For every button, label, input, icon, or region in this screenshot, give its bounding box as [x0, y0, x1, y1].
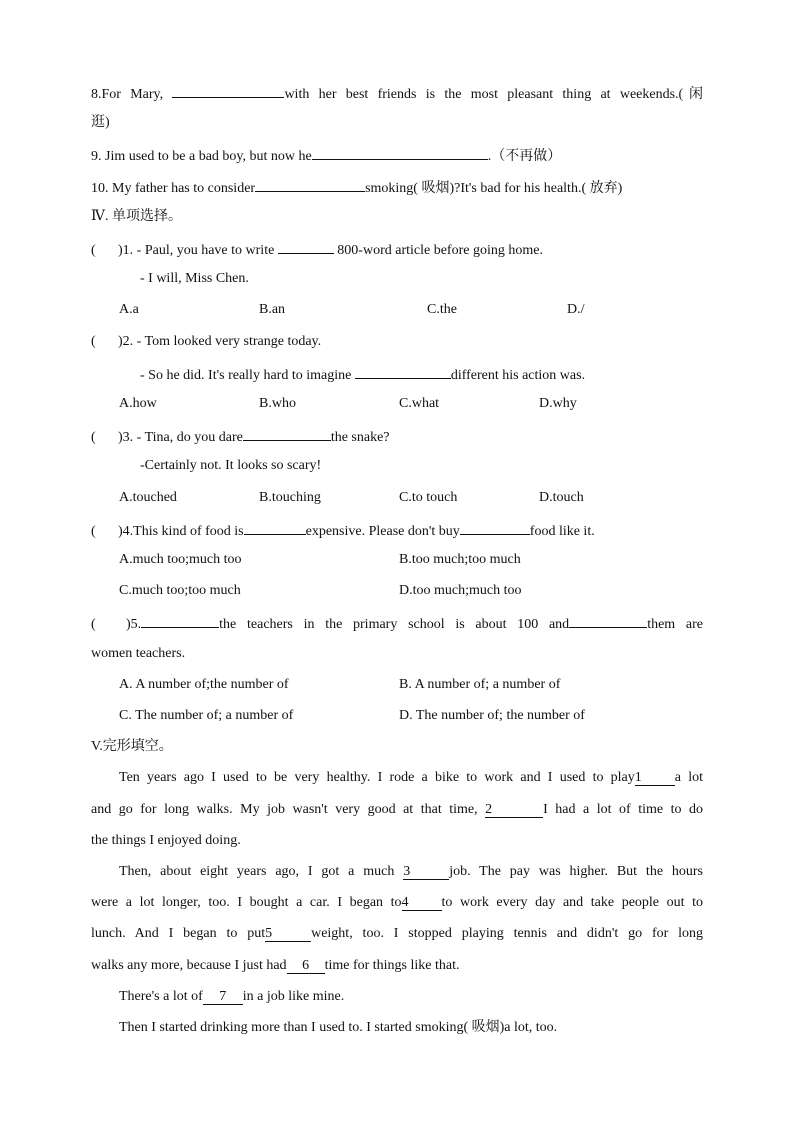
cloze-blank-3[interactable] — [403, 865, 449, 880]
question-text: )4.This kind of food is — [118, 524, 244, 539]
option-c[interactable]: C.to touch — [399, 490, 458, 505]
mc-question-3 — [91, 426, 390, 447]
cloze-line — [91, 801, 703, 819]
mc-question-1-reply: - I will, Miss Chen. — [140, 271, 249, 286]
answer-blank — [278, 239, 334, 254]
question-text: the teachers in the primary school is about 100 and — [219, 617, 570, 632]
question-text: different his action was. — [450, 368, 586, 383]
option-a[interactable]: A. A number of;the number of — [119, 677, 289, 692]
blank-number: 1 — [634, 770, 642, 785]
option-a[interactable]: A.a — [119, 302, 139, 317]
answer-blank[interactable] — [312, 145, 488, 160]
question-text: 800-word article before going home. — [333, 243, 543, 258]
passage-text: lunch. And I began to put — [91, 926, 266, 941]
cloze-line — [91, 925, 703, 943]
option-c[interactable]: C.the — [427, 302, 457, 317]
blank-number: 3 — [403, 864, 411, 879]
answer-blank — [141, 613, 219, 628]
question-text: them are — [647, 617, 703, 632]
mc-question-2-reply — [140, 364, 585, 385]
question-10 — [91, 177, 622, 198]
answer-blank — [243, 426, 331, 441]
answer-blank[interactable] — [172, 83, 284, 98]
question-text: expensive. Please don't buy — [305, 524, 460, 539]
cloze-line — [119, 988, 344, 1006]
option-b[interactable]: B.touching — [259, 490, 321, 505]
question-text: food like it. — [529, 524, 595, 539]
passage-text: Then, about eight years ago, I got a much — [119, 864, 395, 879]
passage-text: in a job like mine. — [242, 989, 345, 1004]
passage-text: weight, too. I stopped playing tennis and didn't go for long — [311, 926, 704, 941]
option-d[interactable]: D./ — [567, 302, 585, 317]
option-a[interactable]: A.much too;much too — [119, 552, 242, 567]
cloze-blank-2[interactable] — [485, 803, 543, 818]
passage-text: and go for long walks. My job wasn't very good at that time, — [91, 802, 478, 817]
option-c[interactable]: C. The number of; a number of — [119, 708, 294, 723]
cloze-blank-6[interactable] — [287, 959, 325, 974]
question-text: )1. - Paul, you have to write — [118, 243, 278, 258]
answer-blank — [355, 364, 451, 379]
cloze-line: Then I started drinking more than I used to. I started smoking( 吸烟)a lot, too. — [119, 1020, 558, 1035]
question-text: with her best friends is the most pleasant thing at weekends.(闲 — [284, 87, 703, 102]
question-text: 9. Jim used to be a bad boy, but now he — [91, 149, 312, 164]
question-8 — [91, 83, 703, 104]
blank-number: 4 — [401, 895, 409, 910]
answer-paren[interactable]: ( — [91, 524, 96, 539]
blank-number: 2 — [485, 802, 493, 817]
blank-number: 7 — [219, 989, 227, 1004]
passage-text: to work every day and take people out to — [441, 895, 704, 910]
mc-question-5 — [91, 613, 703, 634]
answer-paren[interactable]: ( — [91, 334, 96, 349]
mc-question-5-continued: women teachers. — [91, 646, 186, 661]
mc-question-2 — [91, 333, 321, 351]
blank-number: 6 — [302, 958, 310, 973]
passage-text: job. The pay was higher. But the hours — [449, 864, 703, 879]
option-a[interactable]: A.touched — [119, 490, 177, 505]
cloze-blank-1[interactable] — [635, 771, 675, 786]
option-c[interactable]: C.what — [399, 396, 440, 411]
answer-paren[interactable]: ( — [91, 243, 96, 258]
question-text: 8.For Mary, — [91, 87, 173, 102]
passage-text: I had a lot of time to do — [543, 802, 704, 817]
question-text: - So he did. It's really hard to imagine — [140, 368, 355, 383]
question-9 — [91, 145, 561, 166]
question-text: smoking( 吸烟)?It's bad for his health.( 放弃) — [365, 181, 623, 196]
question-text: 10. My father has to consider — [91, 181, 256, 196]
passage-text: There's a lot of — [119, 989, 203, 1004]
cloze-line — [119, 769, 703, 787]
answer-paren[interactable]: ( — [91, 617, 96, 632]
cloze-line — [91, 894, 703, 912]
option-d[interactable]: D.too much;much too — [399, 583, 522, 598]
passage-text: a lot — [674, 770, 703, 785]
question-8-continued: 逛) — [91, 115, 110, 130]
question-text: .（不再做） — [487, 149, 562, 164]
cloze-line — [119, 863, 703, 881]
answer-blank — [244, 520, 306, 535]
option-d[interactable]: D.why — [539, 396, 577, 411]
answer-blank — [569, 613, 647, 628]
question-text: )2. - Tom looked very strange today. — [118, 334, 322, 349]
option-b[interactable]: B.an — [259, 302, 286, 317]
section-5-heading: V.完形填空。 — [91, 739, 173, 754]
option-b[interactable]: B.too much;too much — [399, 552, 521, 567]
option-d[interactable]: D. The number of; the number of — [399, 708, 585, 723]
cloze-blank-7[interactable] — [203, 990, 243, 1005]
cloze-blank-5[interactable] — [265, 927, 311, 942]
passage-text: time for things like that. — [324, 958, 460, 973]
cloze-blank-4[interactable] — [402, 896, 442, 911]
mc-question-1 — [91, 239, 543, 260]
mc-question-4 — [91, 520, 595, 541]
question-text: )5. — [126, 617, 142, 632]
section-4-heading: Ⅳ. 单项选择。 — [91, 209, 182, 224]
passage-text: walks any more, because I just had — [91, 958, 287, 973]
question-text: )3. - Tina, do you dare — [118, 430, 243, 445]
answer-blank[interactable] — [255, 177, 365, 192]
answer-blank — [460, 520, 530, 535]
passage-text: Ten years ago I used to be very healthy. I rode a bike to work and I used to play — [119, 770, 635, 785]
cloze-line — [91, 957, 459, 975]
cloze-line: the things I enjoyed doing. — [91, 833, 241, 848]
option-c[interactable]: C.much too;too much — [119, 583, 241, 598]
blank-number: 5 — [265, 926, 273, 941]
answer-paren[interactable]: ( — [91, 430, 96, 445]
mc-question-3-reply: -Certainly not. It looks so scary! — [140, 458, 322, 473]
option-a[interactable]: A.how — [119, 396, 157, 411]
option-b[interactable]: B.who — [259, 396, 296, 411]
option-d[interactable]: D.touch — [539, 490, 584, 505]
passage-text: were a lot longer, too. I bought a car. I began to — [91, 895, 402, 910]
option-b[interactable]: B. A number of; a number of — [399, 677, 561, 692]
question-text: the snake? — [330, 430, 390, 445]
